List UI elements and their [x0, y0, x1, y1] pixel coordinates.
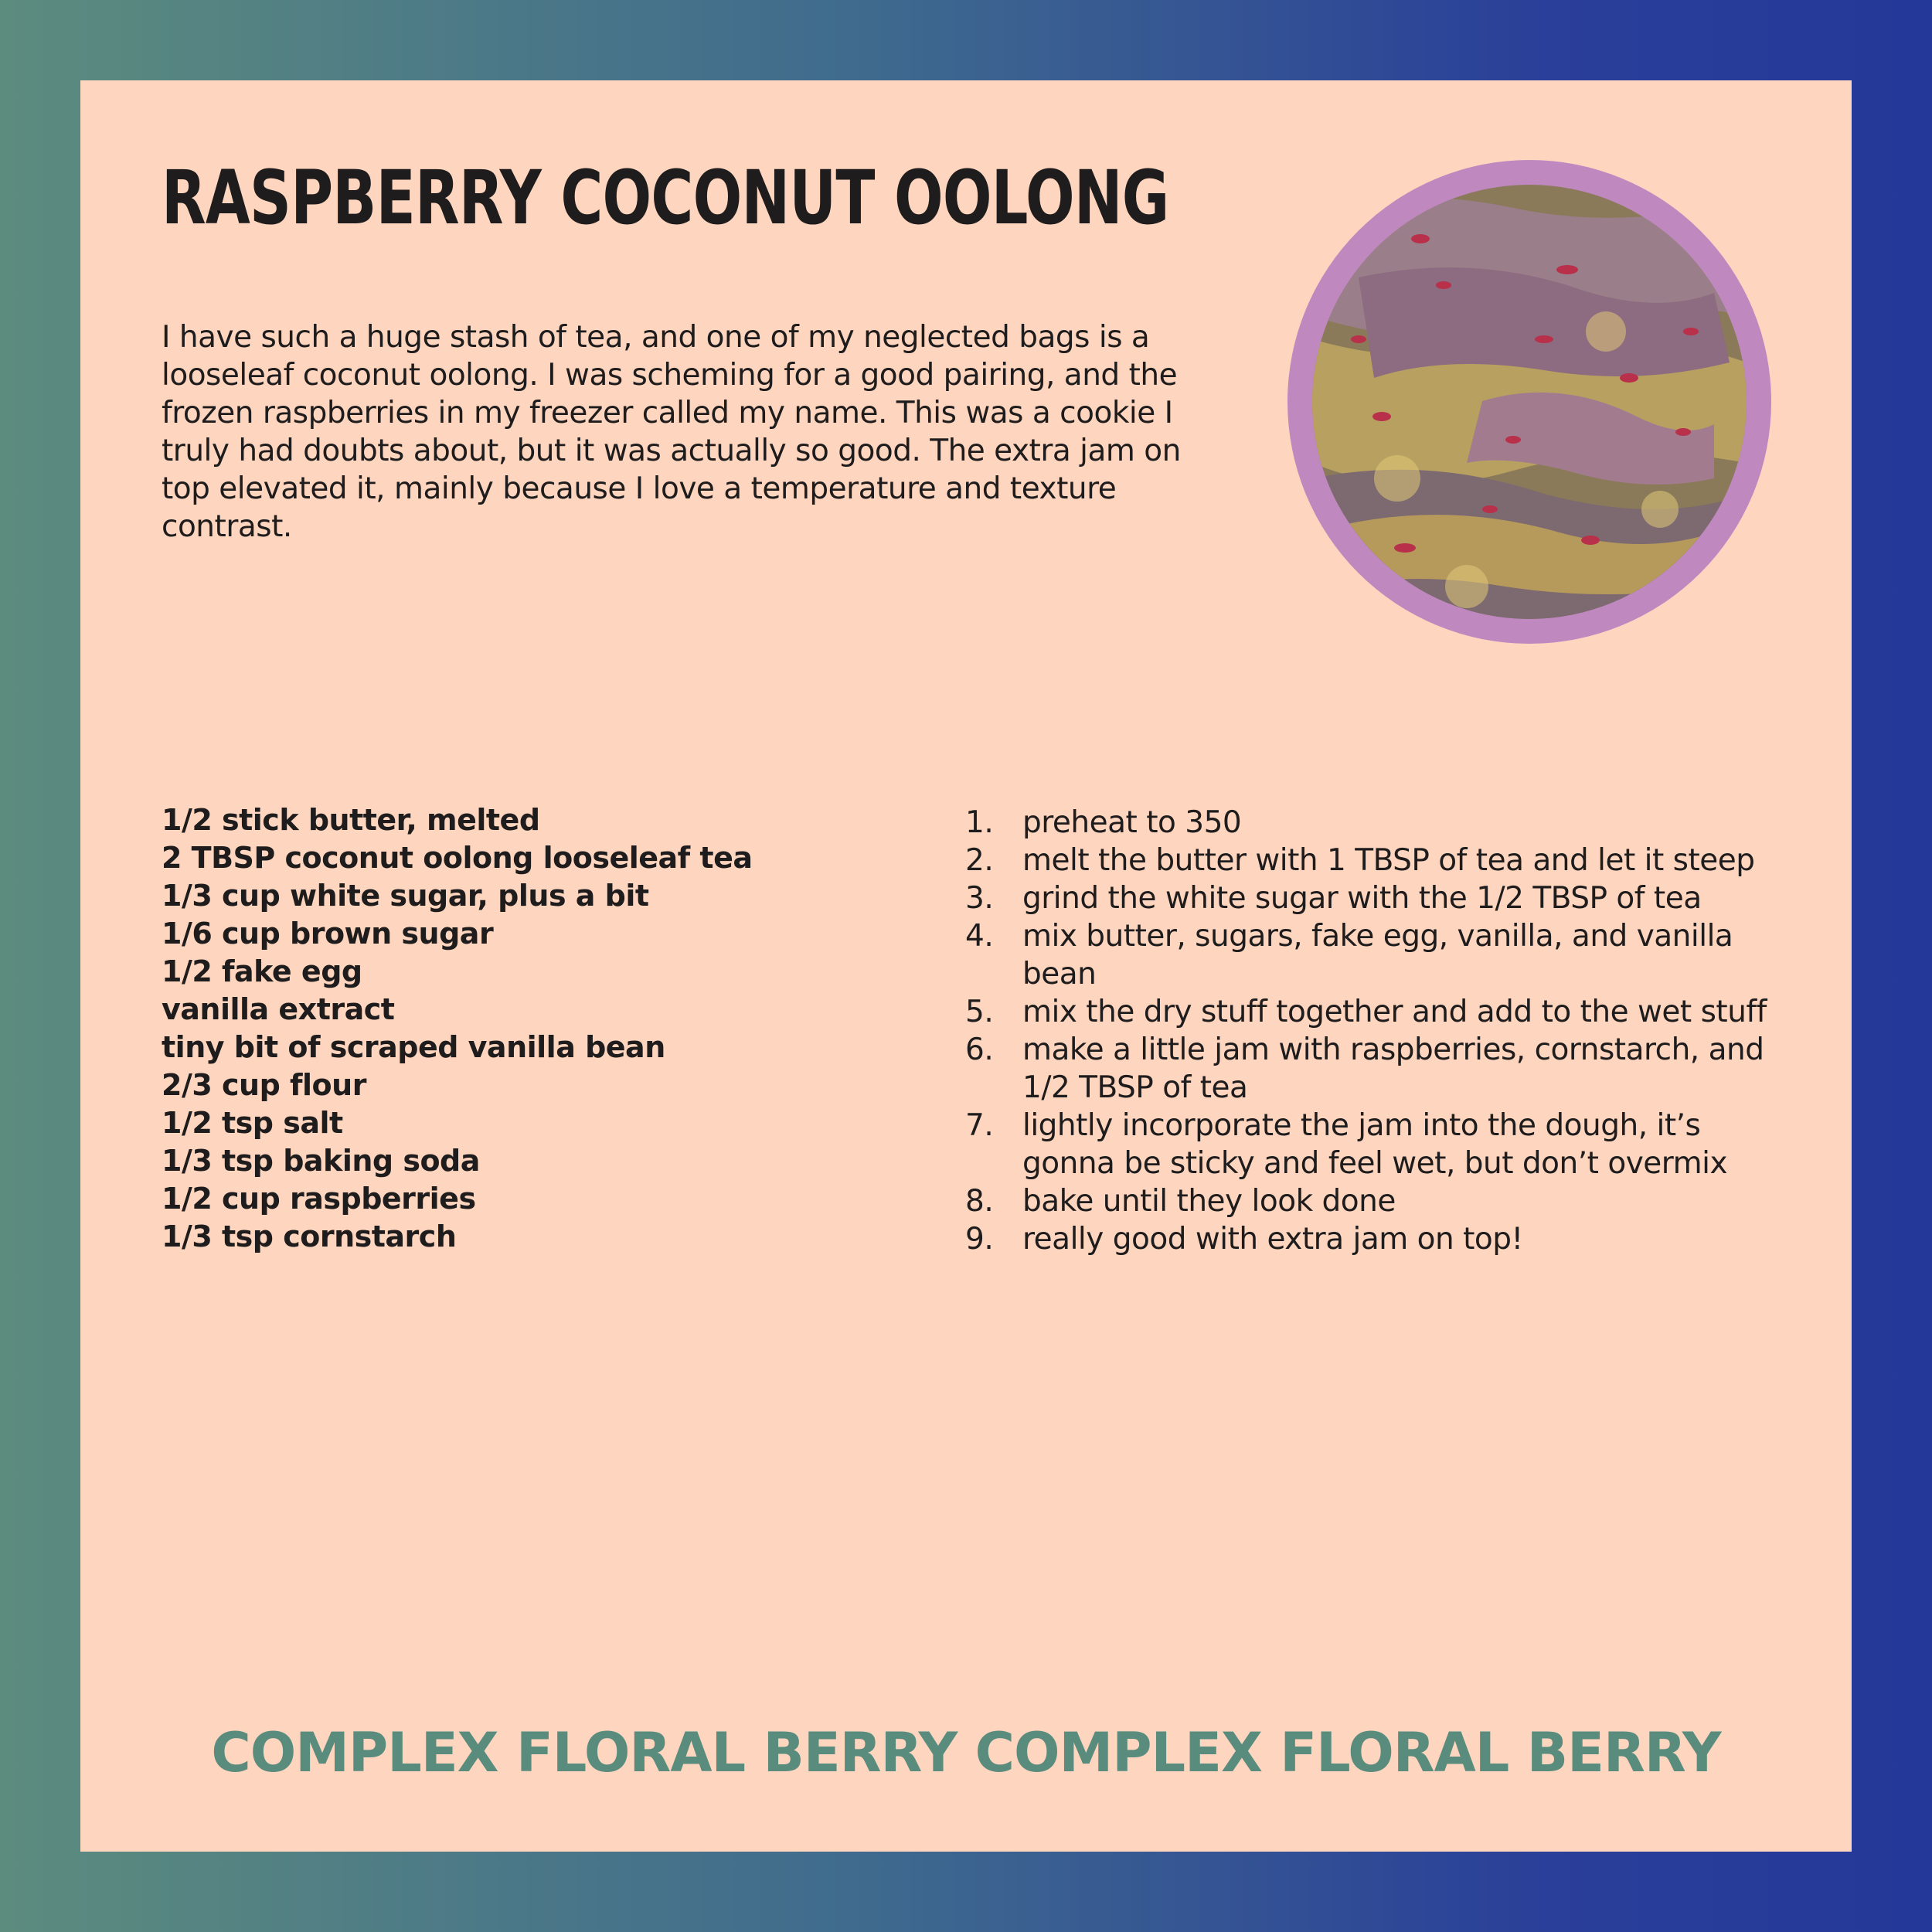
ingredient-item: 1/2 tsp salt: [162, 1106, 343, 1140]
ingredient-list: [162, 801, 753, 1256]
cookie-photo: [1312, 185, 1747, 619]
step-text: really good with extra jam on top!: [1022, 1222, 1523, 1257]
ingredient-item: 1/3 tsp baking soda: [162, 1144, 480, 1178]
step-text: mix butter, sugars, fake egg, vanilla, and vanilla bean: [1022, 919, 1733, 992]
step-number: 9.: [965, 1222, 994, 1257]
step-number: 7.: [965, 1108, 994, 1143]
instruction-step: [965, 1182, 1784, 1220]
ingredient-item: vanilla extract: [162, 992, 395, 1026]
step-number: 2.: [965, 843, 994, 878]
recipe-card: [80, 80, 1852, 1852]
ingredient-item: 1/6 cup brown sugar: [162, 917, 494, 951]
ingredient-item: 1/2 fake egg: [162, 954, 362, 988]
instruction-step: [965, 917, 1784, 993]
ingredient-item: 2 TBSP coconut oolong looseleaf tea: [162, 841, 753, 875]
ingredient-item: 1/3 tsp cornstarch: [162, 1219, 457, 1253]
step-number: 3.: [965, 881, 994, 916]
ingredient-item: 2/3 cup flour: [162, 1068, 366, 1102]
ingredient-item: 1/2 stick butter, melted: [162, 803, 540, 837]
recipe-intro: I have such a huge stash of tea, and one of my neglected bags is a looseleaf coconut oolong. I was scheming for a good pairing, and the frozen raspberries in my freezer called my name. This was a cookie I truly had doubts about, but it was actually so good. The extra jam on top elevated it, mainly because I love a temperature and texture contrast.: [162, 320, 1181, 544]
instruction-step: [965, 879, 1784, 917]
instruction-step: [965, 804, 1784, 842]
ingredient-item: tiny bit of scraped vanilla bean: [162, 1030, 665, 1064]
photo-frame: [1287, 160, 1771, 644]
instruction-step: [965, 1107, 1784, 1182]
instruction-step: [965, 842, 1784, 879]
ingredient-item: 1/2 cup raspberries: [162, 1182, 476, 1216]
instruction-step: [965, 993, 1784, 1031]
step-text: preheat to 350: [1022, 805, 1242, 840]
step-text: bake until they look done: [1022, 1184, 1396, 1219]
step-number: 5.: [965, 995, 994, 1029]
recipe-title: RASPBERRY COCONUT OOLONG: [162, 155, 1169, 241]
step-text: grind the white sugar with the 1/2 TBSP of tea: [1022, 881, 1702, 916]
instruction-step: [965, 1220, 1784, 1258]
step-number: 4.: [965, 919, 994, 954]
step-number: 6.: [965, 1032, 994, 1067]
step-number: 8.: [965, 1184, 994, 1219]
step-text: mix the dry stuff together and add to the wet stuff: [1022, 995, 1767, 1029]
step-text: lightly incorporate the jam into the dough, it’s gonna be sticky and feel wet, but don’t overmix: [1022, 1108, 1728, 1181]
step-text: make a little jam with raspberries, cornstarch, and 1/2 TBSP of tea: [1022, 1032, 1764, 1105]
instruction-list: [965, 804, 1784, 1258]
step-text: melt the butter with 1 TBSP of tea and let it steep: [1022, 843, 1755, 878]
ingredient-item: 1/3 cup white sugar, plus a bit: [162, 879, 649, 913]
flavor-tagline: COMPLEX FLORAL BERRY COMPLEX FLORAL BERRY: [211, 1721, 1721, 1784]
step-number: 1.: [965, 805, 994, 840]
instruction-step: [965, 1031, 1784, 1107]
